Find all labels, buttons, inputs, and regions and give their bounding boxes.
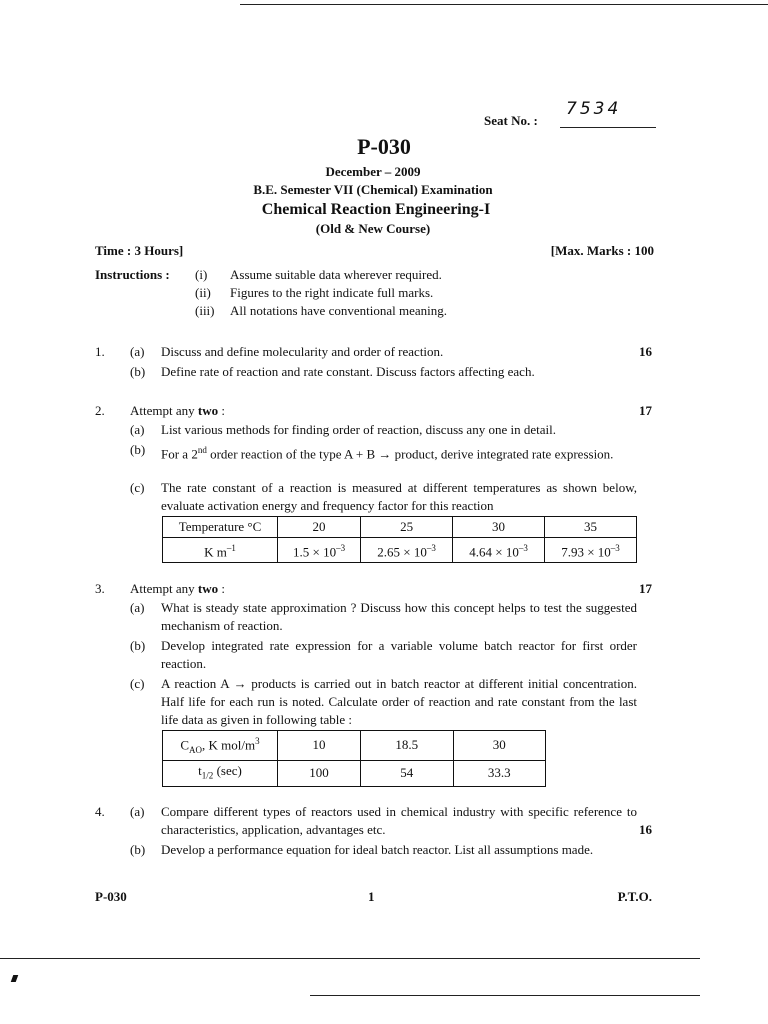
cell-text: t	[198, 762, 202, 778]
paper-code: P-030	[357, 134, 411, 159]
cell-text: 1.5 × 10	[293, 544, 337, 560]
part-label: (b)	[130, 638, 146, 653]
table-header-cell	[163, 538, 278, 563]
question-text: List various methods for finding order of reaction, discuss any one in detail.	[161, 422, 556, 437]
top-rule	[240, 4, 768, 5]
part-label: (b)	[130, 364, 146, 379]
part-label: (b)	[130, 442, 146, 457]
attempt-instruction	[130, 402, 225, 420]
table-row	[163, 760, 546, 786]
table-header-cell	[163, 731, 278, 761]
part-label: (b)	[130, 842, 146, 857]
question-number: 2.	[95, 403, 105, 418]
instruction-text: Figures to the right indicate full marks.	[230, 285, 434, 300]
table-cell	[453, 538, 545, 563]
cell-text: 2.65 × 10	[377, 544, 427, 560]
course-note: (Old & New Course)	[315, 221, 431, 236]
table-cell	[545, 538, 637, 563]
question-text: A reaction A → products is carried out in batch reactor at different initial concentration. Half life for each run is noted. Calculate order of reaction and rate constant from the last life data as given in following table :	[161, 676, 637, 727]
cell-text: C	[180, 737, 190, 753]
table-cell: 35	[545, 517, 637, 538]
table-cell: 100	[278, 760, 361, 786]
table-row	[163, 731, 546, 761]
time-label: Time : 3 Hours]	[95, 243, 184, 258]
marks: 17	[639, 581, 652, 596]
question-text: What is steady state approximation ? Discuss how this concept helps to test the suggested mechanism of reaction.	[161, 600, 637, 633]
attempt-count: two	[197, 581, 219, 596]
exam-date: December – 2009	[325, 164, 421, 179]
superscript: –3	[518, 543, 528, 553]
question-text: Develop integrated rate expression for a variable volume batch reactor for first order reaction.	[161, 638, 637, 671]
pto-label: P.T.O.	[617, 889, 652, 904]
table-cell	[361, 538, 453, 563]
text-segment: For a 2	[161, 446, 198, 462]
table-cell: 10	[278, 731, 361, 761]
marks: 16	[639, 344, 652, 359]
table-cell	[278, 538, 361, 563]
max-marks: [Max. Marks : 100	[550, 243, 654, 258]
table-cell: 54	[361, 760, 453, 786]
question-number: 1.	[95, 344, 105, 359]
part-label: (a)	[130, 422, 145, 437]
cell-text: (sec)	[213, 762, 242, 778]
part-label: (c)	[130, 480, 145, 495]
instruction-num: (iii)	[195, 303, 215, 318]
part-label: (a)	[130, 600, 145, 615]
question-number: 3.	[95, 581, 105, 596]
part-label: (a)	[130, 804, 145, 819]
superscript: –3	[426, 543, 436, 553]
exam-name: B.E. Semester VII (Chemical) Examination	[253, 182, 493, 197]
subject-title: Chemical Reaction Engineering-I	[261, 201, 491, 218]
instruction-text: All notations have conventional meaning.	[230, 303, 447, 318]
table-cell: 30	[453, 517, 545, 538]
question-text: The rate constant of a reaction is measured at different temperatures as shown below, evaluate activation energy and frequency factor for this reaction	[161, 480, 637, 513]
question-text	[161, 441, 637, 463]
rate-constant-table	[162, 516, 637, 563]
question-text: Define rate of reaction and rate constant. Discuss factors affecting each.	[161, 364, 535, 379]
attempt-text: Attempt any	[130, 581, 195, 596]
seat-label: Seat No. :	[484, 113, 538, 128]
cell-text: 7.93 × 10	[561, 544, 611, 560]
attempt-colon: :	[218, 581, 225, 596]
part-label: (c)	[130, 676, 145, 691]
half-life-table	[162, 730, 546, 787]
instruction-text: Assume suitable data wherever required.	[230, 267, 442, 282]
part-label: (a)	[130, 344, 145, 359]
bottom-rule	[0, 958, 700, 959]
table-cell: 20	[278, 517, 361, 538]
subscript: AO	[189, 744, 203, 755]
subscript: 1/2	[201, 770, 214, 781]
scan-mark	[11, 975, 19, 982]
attempt-count: two	[197, 403, 219, 418]
instruction-num: (i)	[195, 267, 208, 282]
table-row	[163, 517, 637, 538]
seat-value: 7534	[566, 99, 622, 119]
superscript: nd	[197, 445, 207, 455]
superscript: –3	[610, 543, 620, 553]
attempt-text: Attempt any	[130, 403, 195, 418]
table-header-cell: Temperature °C	[163, 517, 278, 538]
cell-text: K m	[204, 544, 227, 560]
marks: 16	[639, 822, 652, 837]
superscript: 3	[255, 736, 260, 746]
instruction-num: (ii)	[195, 285, 211, 300]
attempt-instruction	[130, 580, 225, 598]
table-cell: 33.3	[453, 760, 546, 786]
seat-underline	[560, 127, 656, 128]
table-cell: 25	[361, 517, 453, 538]
cell-text: 4.64 × 10	[469, 544, 519, 560]
table-cell: 30	[453, 731, 546, 761]
text-segment: order reaction of the type A + B → product, derive integrated rate expression.	[206, 446, 614, 462]
table-row	[163, 538, 637, 563]
table-header-cell	[163, 760, 278, 786]
cell-text: , K mol/m	[202, 737, 256, 753]
page-number: 1	[368, 889, 375, 904]
attempt-colon: :	[218, 403, 225, 418]
question-text: Compare different types of reactors used in chemical industry with specific reference to characteristics, application, advantages etc.	[161, 804, 637, 837]
question-text: Discuss and define molecularity and order of reaction.	[161, 344, 444, 359]
footer-paper-code: P-030	[95, 889, 127, 904]
bottom-rule	[310, 995, 700, 996]
superscript: –1	[226, 543, 236, 553]
question-number: 4.	[95, 804, 105, 819]
instructions-label: Instructions :	[95, 267, 170, 282]
marks: 17	[639, 403, 652, 418]
question-text: Develop a performance equation for ideal batch reactor. List all assumptions made.	[161, 842, 594, 857]
table-cell: 18.5	[361, 731, 453, 761]
superscript: –3	[336, 543, 346, 553]
